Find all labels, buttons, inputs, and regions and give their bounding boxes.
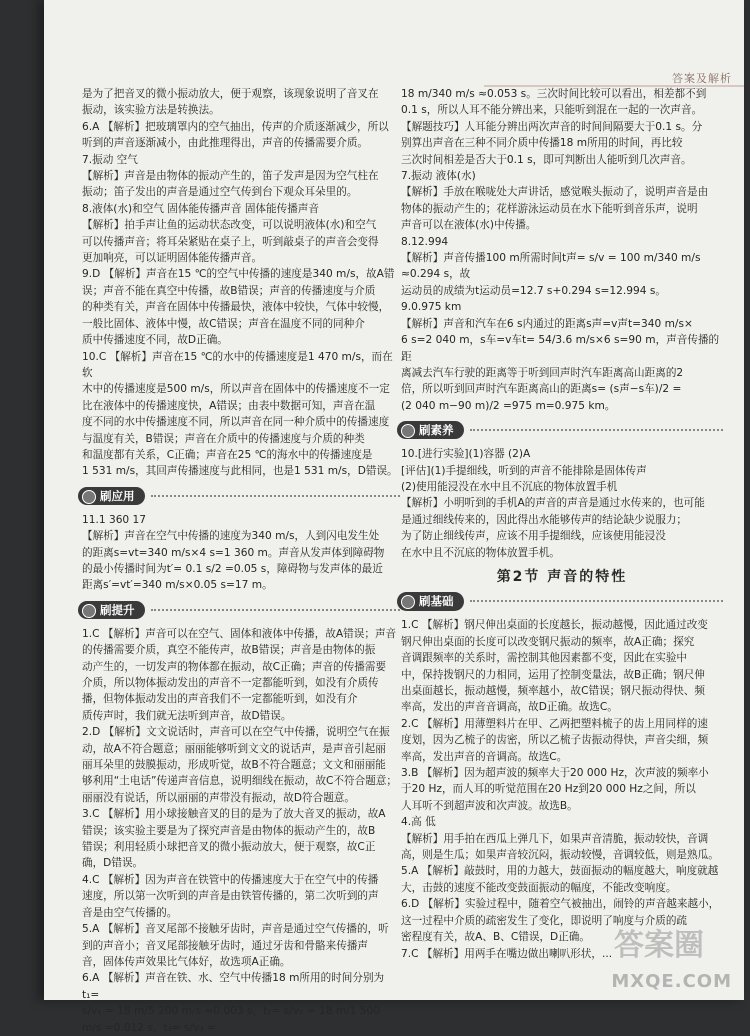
text-line: 为了防止细线传声，应该不用手提细线，应该使用能浸没 <box>401 530 666 543</box>
text-line: 别算出声音在三种不同介质中传播18 m所用的时间，再比较 <box>401 137 683 150</box>
text-line: 听到的声音逐渐减小，由此推理得出，声音的传播需要介质。 <box>82 137 369 150</box>
text-line: 1.C 【解析】声音可以在空气、固体和液体中传播，故A错误；声音 <box>82 627 397 640</box>
text-line: 11.1 360 17 <box>82 513 147 526</box>
text-line: 一般比固体、液体中慢，故C错误；声音在温度不同的同种介 <box>82 317 365 330</box>
text-line: 1 531 m/s，其回声传播速度与此相同，也是1 531 m/s，D错误。 <box>82 465 398 478</box>
left-column <box>82 86 400 1036</box>
text-line: 5.A 【解析】敲鼓时，用的力越大，鼓面振动的幅度越大，响度就越 <box>401 865 719 878</box>
right-top-lines <box>401 86 723 414</box>
text-line: 声音可以在液体(水)中传播。 <box>401 219 537 232</box>
text-line: 2.D 【解析】文文说话时，声音可以在空气中传播，说明空气在振 <box>82 726 390 739</box>
text-line: 大，击鼓的速度不能改变鼓面振动的幅度，不能改变响度。 <box>401 881 677 894</box>
text-line: 率高，发出声音的音调高。故选C。 <box>401 750 568 763</box>
section-dots <box>470 429 724 431</box>
text-line: 离减去汽车行驶的距离等于听到回声时汽车距离高山距离的2 <box>401 366 684 379</box>
text-line: 这一过程中介质的疏密发生了变化，即说明了响度与介质的疏 <box>401 914 688 927</box>
text-line: 2.C 【解析】用薄塑料片在甲、乙两把塑料梳子的齿上用同样的速 <box>401 717 708 730</box>
text-line: 8.液体(水)和空气 固体能传播声音 固体能传播声音 <box>82 202 319 215</box>
text-line: 介质，所以物体振动发出的声音不一定都能听到，如没有介质传 <box>82 677 379 689</box>
text-line: 速度，所以第一次听到的声音是由铁管传播的，第二次听到的声 <box>82 890 379 903</box>
text-line: 7.振动 空气 <box>82 153 138 166</box>
text-line: 的传播需要介质，真空不能传声，故B错误；声音是由物体的振 <box>82 644 376 657</box>
text-line: 9.D 【解析】声音在15 ℃的空气中传播的速度是340 m/s，故A错 <box>82 268 395 281</box>
section-badge-improve: 刷提升 <box>78 601 145 619</box>
chapter-title: 第2节 声音的特性 <box>496 568 628 585</box>
text-line: 于20 Hz，而人耳的听觉范围在20 Hz到20 000 Hz之间，所以 <box>401 783 696 796</box>
text-line: 动，故A不符合题意；丽丽能够听到文文的说话声，是声音引起丽 <box>82 742 386 755</box>
text-line: 物体的振动产生的；花样游泳运动员在水下能听到音乐声，说明 <box>401 202 698 215</box>
text-line: 钢尺伸出桌面的长度可以改变钢尺振动的频率，故A正确；探究 <box>401 635 695 648</box>
text-line: 0.1 s，所以人耳不能分辨出来，只能听到混在一起的一次声音。 <box>401 104 703 117</box>
text-line: 更加响亮，可以证明固体能传播声音。 <box>82 252 263 265</box>
text-line: 【解析】用手拍在西瓜上弹几下，如果声音清脆，振动较快，音调 <box>401 832 709 845</box>
text-line: 【解析】手放在喉咙处大声讲话，感觉喉头振动了，说明声音是由 <box>401 186 709 199</box>
page-header: 答案及解析 <box>672 72 732 85</box>
text-line: 度划，因为乙梳子的齿密，所以乙梳子齿振动得快，声音尖细，频 <box>401 734 709 747</box>
literacy-lines <box>401 446 723 561</box>
text-line: 5.A 【解析】音叉尾部不接触牙齿时，声音是通过空气传播的，听 <box>82 923 389 936</box>
text-line: 【解析】声音是由物体的振动产生的，笛子发声是因为空气柱在 <box>82 170 379 183</box>
text-line: 木中的传播速度是500 m/s，所以声音在固体中的传播速度不一定 <box>82 383 390 396</box>
text-line: 音调跟频率的关系时，需控制其他因素都不变，因此在实验中 <box>401 652 688 665</box>
text-line: (2 040 m−90 m)/2 =975 m=0.975 km。 <box>401 399 616 412</box>
text-line: 错误；该实验主要是为了探究声音是由物体的振动产生的，故B <box>82 824 376 837</box>
right-column <box>401 86 723 962</box>
text-line: 误；声音不能在真空中传播，故B错误；声音的传播速度与介质 <box>82 284 376 297</box>
text-line: 【解析】声音在空气中传播的速度为340 m/s，人到闪电发生处 <box>82 530 380 543</box>
text-line: 与温度有关，B错误；声音在介质中的传播速度与介质的种类 <box>82 432 365 445</box>
watermark-logo: 答案圈 <box>614 928 704 963</box>
section-header-literacy <box>397 420 723 440</box>
section-header-improve <box>78 600 400 620</box>
section-badge-basic: 刷基础 <box>397 592 464 610</box>
text-line: 的距离s=vt=340 m/s×4 s=1 360 m。声音从发声体到障碍物 <box>82 546 385 559</box>
text-line: 密程度有关，故A、B、C错误，D正确。 <box>401 931 590 944</box>
text-line: 8.12.994 <box>401 235 449 248</box>
text-line: 丽耳朵里的鼓膜振动，形成听觉，故B不符合题意；文文和丽丽能 <box>82 759 386 772</box>
text-line: 动产生的，一切发声的物体都在振动，故C正确；声音的传播需要 <box>82 660 387 673</box>
text-line: 10.[进行实验](1)容器 (2)A <box>401 448 531 461</box>
text-line: 振动；笛子发出的声音是通过空气传到台下观众耳朵里的。 <box>82 186 358 199</box>
text-line: 10.C 【解析】声音在15 ℃的水中的传播速度是1 470 m/s，而在软 <box>82 350 393 379</box>
text-line: 确，D错误。 <box>82 857 144 870</box>
text-line: 18 m/340 m/s ≈0.053 s。三次时间比较可以看出，相差都不到 <box>401 88 707 100</box>
text-line: 运动员的成绩为t运动员=12.7 s+0.294 s=12.994 s。 <box>401 284 666 297</box>
text-line: 9.0.975 km <box>401 301 462 314</box>
text-line: 音，固体传声效果比气体好，故选项A正确。 <box>82 955 291 968</box>
text-line: 丽丽没有说话，所以丽丽的声带没有振动，故D符合题意。 <box>82 791 355 804</box>
text-line: 率高，发出的声音音调高，故D正确。故选C。 <box>401 701 618 714</box>
text-line: 人耳听不到超声波和次声波。故选B。 <box>401 799 578 812</box>
text-line: 6.D 【解析】实验过程中，随着空气被抽出，闹铃的声音越来越小， <box>401 898 720 911</box>
text-line: 到的声音小；音叉尾部接触牙齿时，通过牙齿和骨骼来传播声 <box>82 939 369 952</box>
section-dots <box>151 495 401 497</box>
text-line: 倍，所以听到回声时汽车距离高山的距离s= (s声−s车)/2 = <box>401 383 682 396</box>
text-line: 是通过细线传来的，因此得出水能够传声的结论缺少说服力； <box>401 513 688 526</box>
text-line: 三次时间相差是否大于0.1 s，即可判断出人能听到几次声音。 <box>401 153 692 166</box>
document-page <box>44 0 744 1034</box>
text-line: s/v₁ = 18 m/5 200 m/s ≈0.003 s，t₂= s/v₂ = 18 m/1 500 m/s =0.012 s，t₃= s/v₃ = <box>82 1005 381 1034</box>
text-line: 可以传播声音；将耳朵紧贴在桌子上，听到敲桌子的声音会变得 <box>82 235 379 248</box>
text-line: 是为了把音叉的微小振动放大，便于观察，该现象说明了音叉在 <box>82 88 379 100</box>
left-lines <box>82 86 400 480</box>
text-line: 【解题技巧】人耳能分辨出两次声音的时间间隔要大于0.1 s。分 <box>401 120 703 133</box>
text-line: 【解析】小明听到的手机A的声音的声音是通过水传来的，也可能 <box>401 497 705 510</box>
watermark-url: MXQE.COM <box>611 971 732 992</box>
section-dots <box>151 609 401 611</box>
text-line: (2)使用能浸没在水中且不沉底的物体放置手机 <box>401 480 618 493</box>
text-line: 1.C 【解析】钢尺伸出桌面的长度越长，振动越慢，因此通过改变 <box>401 619 708 632</box>
text-line: 高，则是生瓜；如果声音较沉闷，振动较慢，音调较低，则是熟瓜。 <box>401 849 719 862</box>
text-line: 【解析】声音传播100 m所需时间t声= s/v = 100 m/340 m/s ≈0.294 s，故 <box>401 252 701 281</box>
section-header-apply <box>78 486 400 506</box>
improve-lines <box>82 626 400 1036</box>
text-line: 振动，该实验方法是转换法。 <box>82 104 220 117</box>
text-line: 6.A 【解析】声音在铁、水、空气中传播18 m所用的时间分别为t₁= <box>82 972 385 1001</box>
text-line: 的种类有关，声音在固体中传播最快，液体中较快，气体中较慢， <box>82 301 390 314</box>
text-line: 【解析】拍手声让鱼的运动状态改变，可以说明液体(水)和空气 <box>82 219 377 232</box>
section-dots <box>470 600 724 602</box>
section-header-basic <box>397 591 723 611</box>
text-line: 播，但物体振动发出的声音我们不一定都能听到，如没有介 <box>82 693 358 706</box>
text-line: 和温度都有关系，C正确；声音在25 ℃的海水中的传播速度是 <box>82 448 373 461</box>
text-line: 4.C 【解析】因为声音在铁管中的传播速度大于在空气中的传播 <box>82 873 379 886</box>
text-line: 比在液体中的传播速度快，A错误；由表中数据可知，声音在温 <box>82 399 376 412</box>
text-line: 7.C 【解析】用两手在嘴边做出喇叭形状，... <box>401 947 613 960</box>
text-line: 距离s′=vt′=340 m/s×0.05 s=17 m。 <box>82 579 273 592</box>
text-line: 3.C 【解析】用小球接触音叉的目的是为了放大音叉的振动，故A <box>82 808 386 821</box>
text-line: 错误；利用轻质小球把音叉的微小振动放大，便于观察，故C正 <box>82 841 376 854</box>
text-line: 6 s=2 040 m，s车=v车t= 54/3.6 m/s×6 s=90 m，声音传播的距 <box>401 334 720 363</box>
text-line: 出桌面越长，振动越慢，频率越小，故C错误；钢尺振动得快、频 <box>401 685 706 697</box>
text-line: 6.A 【解析】把玻璃罩内的空气抽出，传声的介质逐渐减少，所以 <box>82 120 389 133</box>
section-badge-literacy: 刷素养 <box>397 421 464 439</box>
text-line: 够利用“土电话”传递声音信息，说明细线在振动，故C不符合题意； <box>82 775 397 788</box>
text-line: 【解析】声音和汽车在6 s内通过的距离s声=v声t=340 m/s× <box>401 317 693 330</box>
text-line: 3.B 【解析】因为超声波的频率大于20 000 Hz，次声波的频率小 <box>401 767 709 780</box>
text-line: 质中传播速度不同，故D正确。 <box>82 334 228 347</box>
text-line: 中，保持拨钢尺的力相同，运用了控制变量法，故B正确；钢尺伸 <box>401 668 705 681</box>
text-line: 音是由空气传播的。 <box>82 906 178 919</box>
text-line: 在水中且不沉底的物体放置手机。 <box>401 546 560 559</box>
text-line: [评估](1)手提细线，听到的声音不能排除是固体传声 <box>401 464 647 477</box>
text-line: 质传声时，我们就无法听到声音，故D错误。 <box>82 709 292 722</box>
section-badge-apply: 刷应用 <box>78 487 145 505</box>
apply-lines <box>82 512 400 594</box>
basic-lines <box>401 617 723 962</box>
text-line: 4.高 低 <box>401 816 436 829</box>
text-line: 度不同的水中传播速度不同，所以声音在同一种介质中的传播速度 <box>82 416 390 429</box>
text-line: 7.振动 液体(水) <box>401 170 476 183</box>
text-line: 的最小传播时间为t′= 0.1 s/2 =0.05 s，障碍物与发声体的最近 <box>82 562 383 575</box>
